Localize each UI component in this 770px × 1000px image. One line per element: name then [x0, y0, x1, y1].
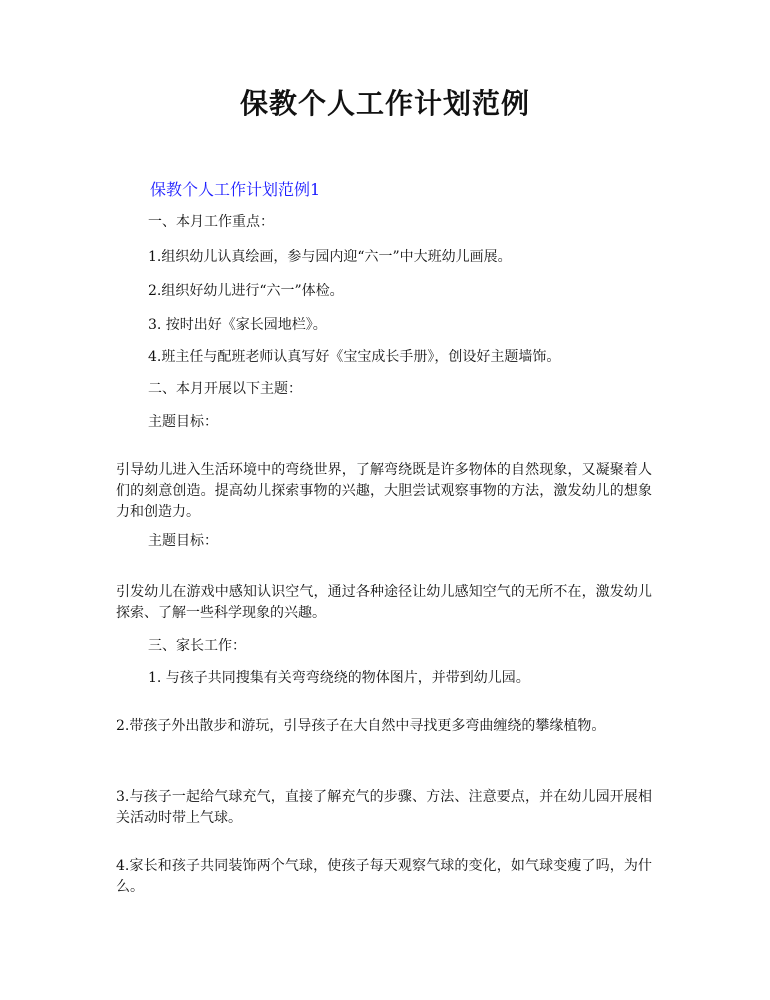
list-item: 4.家长和孩子共同装饰两个气球，使孩子每天观察气球的变化，如气球变瘦了吗，为什么。: [116, 858, 652, 895]
section-heading-work-focus: 一、本月工作重点：: [148, 214, 274, 230]
section-heading-themes: 二、本月开展以下主题：: [148, 381, 302, 397]
theme-goal-label: 主题目标：: [148, 533, 218, 549]
theme-goal-label: 主题目标：: [148, 414, 218, 430]
theme-goal-text: 引发幼儿在游戏中感知认识空气，通过各种途径让幼儿感知空气的无所不在，激发幼儿探索、了解一些科学现象的兴趣。: [116, 584, 652, 621]
document-subtitle: 保教个人工作计划范例1: [150, 180, 321, 199]
list-item: 3.与孩子一起给气球充气，直接了解充气的步骤、方法、注意要点，并在幼儿园开展相关活动时带上气球。: [116, 789, 652, 826]
section-heading-parent-work: 三、家长工作：: [148, 638, 246, 654]
theme-goal-text: 引导幼儿进入生活环境中的弯绕世界，了解弯绕既是许多物体的自然现象，又凝聚着人们的刻意创造。提高幼儿探索事物的兴趣，大胆尝试观察事物的方法，激发幼儿的想象力和创造力。: [116, 462, 652, 520]
list-item: 2.组织好幼儿进行“六一”体检。: [148, 283, 344, 299]
list-item: 1. 与孩子共同搜集有关弯弯绕绕的物体图片，并带到幼儿园。: [148, 670, 530, 686]
list-item: 2.带孩子外出散步和游玩，引导孩子在大自然中寻找更多弯曲缠绕的攀缘植物。: [116, 718, 606, 734]
list-item: 1.组织幼儿认真绘画，参与园内迎“六一”中大班幼儿画展。: [148, 249, 512, 265]
list-item: 4.班主任与配班老师认真写好《宝宝成长手册》，创设好主题墙饰。: [148, 349, 561, 365]
page-title: 保教个人工作计划范例: [239, 87, 530, 120]
list-item: 3. 按时出好《家长园地栏》。: [148, 317, 327, 333]
